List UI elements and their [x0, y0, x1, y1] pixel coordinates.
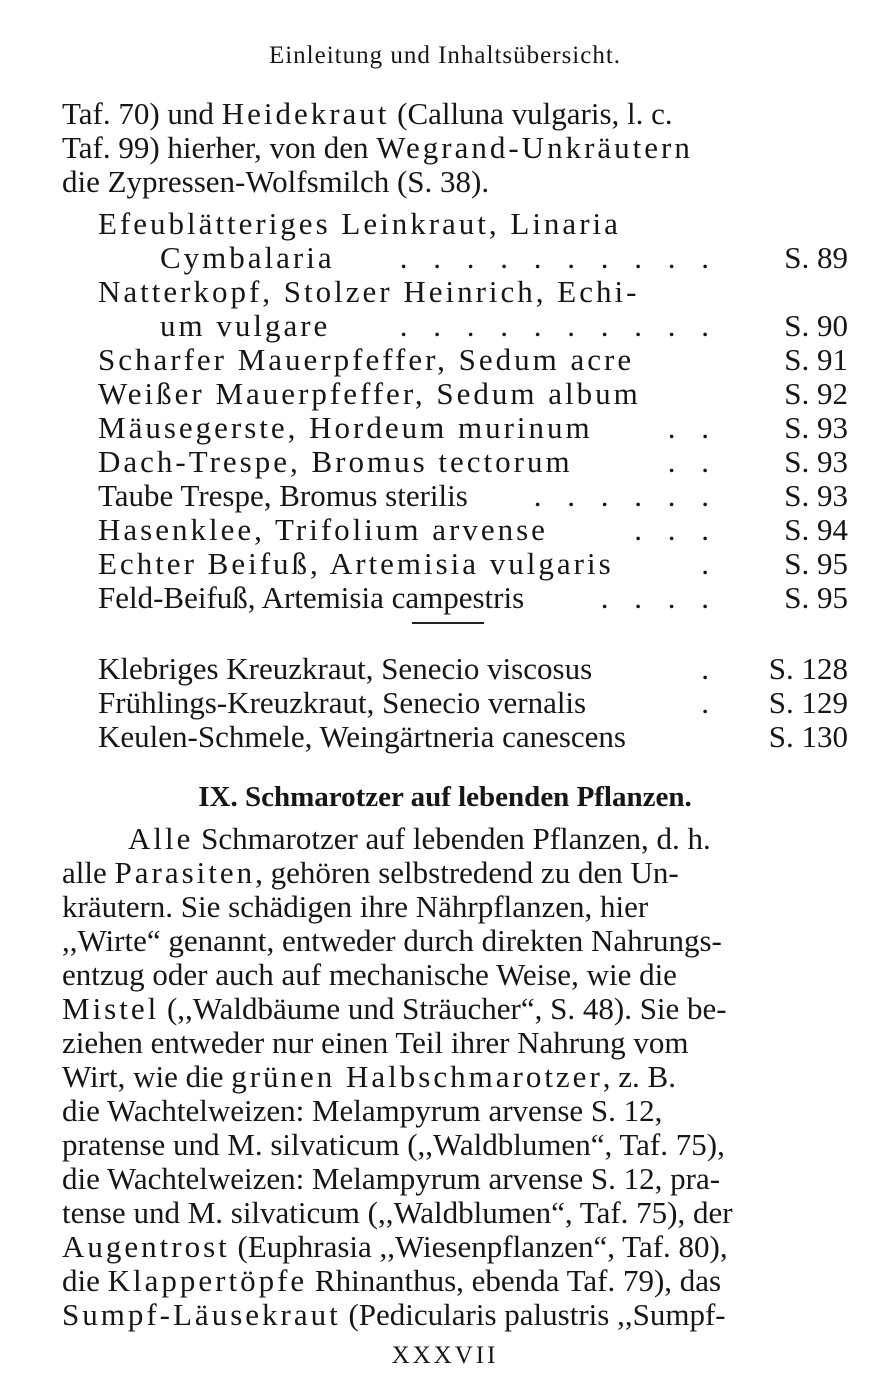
index-entry: Taube Trespe, Bromus sterilis . . . . . . S. 93	[98, 478, 848, 513]
page-reference: S. 130	[768, 719, 848, 754]
index-entry: Weißer Mauerpfeffer, Sedum album S. 92	[98, 376, 848, 411]
page-reference: S. 94	[784, 512, 848, 547]
index-entry: Feld-Beifuß, Artemisia campestris . . . . S. 95	[98, 580, 848, 615]
page-reference: S. 89	[784, 240, 848, 275]
intro-line: Taf. 99) hierher, von den Wegrand-Unkräutern	[62, 130, 693, 165]
dot-leader: .	[701, 685, 718, 720]
body-line: die Klappertöpfe Rhinanthus, ebenda Taf. 79), das	[62, 1263, 722, 1298]
index-entry-continuation: um vulgare . . . . . . . . . . S. 90	[160, 308, 848, 343]
spaced-term: Sumpf-Läusekraut	[62, 1297, 341, 1332]
body-line: tense und M. silvaticum (,,Waldblumen“, Taf. 75), der	[62, 1195, 733, 1230]
dot-leader: . .	[667, 410, 718, 445]
page-reference: S. 91	[784, 342, 848, 377]
running-head: Einleitung und Inhaltsübersicht.	[268, 42, 622, 69]
spaced-term: Heidekraut	[221, 96, 390, 131]
dot-leader: . .	[667, 444, 718, 479]
index-entry: Klebriges Kreuzkraut, Senecio viscosus . S. 128	[98, 651, 848, 686]
body-line: kräutern. Sie schädigen ihre Nährpflanzen, hier	[62, 889, 649, 924]
body-line: Augentrost (Euphrasia ,,Wiesenpflanzen“, Taf. 80),	[62, 1229, 728, 1264]
intro-line: die Zypressen-Wolfsmilch (S. 38).	[62, 164, 490, 199]
index-entry: Dach-Trespe, Bromus tectorum . . S. 93	[98, 444, 848, 479]
index-entry: Hasenklee, Trifolium arvense . . . S. 94	[98, 512, 848, 547]
spaced-term: Klappertöpfe	[107, 1263, 308, 1298]
intro-line: Taf. 70) und Heidekraut (Calluna vulgaris, l. c.	[62, 96, 673, 131]
body-line: Wirt, wie die grünen Halbschmarotzer, z. B.	[62, 1059, 676, 1094]
spaced-term: Augentrost	[62, 1229, 230, 1264]
body-line: ,,Wirte“ genannt, entweder durch direkten Nahrungs-	[62, 923, 722, 958]
spaced-term: Alle	[128, 821, 194, 856]
spaced-term: Mistel	[62, 991, 160, 1026]
body-line: die Wachtelweizen: Melampyrum arvense S. 12, pra-	[62, 1161, 721, 1196]
index-entry: Natterkopf, Stolzer Heinrich, Echi-	[98, 274, 640, 309]
dot-leader: . . . . . .	[533, 478, 718, 513]
body-line: ziehen entweder nur einen Teil ihrer Nahrung vom	[62, 1025, 689, 1060]
page-reference: S. 95	[784, 546, 848, 581]
page-number: XXXVII	[391, 1342, 499, 1369]
body-line: die Wachtelweizen: Melampyrum arvense S. 12,	[62, 1093, 663, 1128]
index-entry: Mäusegerste, Hordeum murinum . . S. 93	[98, 410, 848, 445]
index-entry: Scharfer Mauerpfeffer, Sedum acre S. 91	[98, 342, 848, 377]
index-entry-continuation: Cymbalaria . . . . . . . . . . S. 89	[160, 240, 848, 275]
page-reference: S. 93	[784, 444, 848, 479]
body-line: Sumpf-Läusekraut (Pedicularis palustris ,,Sumpf-	[62, 1297, 726, 1332]
spaced-term: Wegrand-Unkräutern	[376, 130, 693, 165]
spaced-term: grünen Halbschmarotzer	[231, 1059, 603, 1094]
page-reference: S. 128	[768, 651, 848, 686]
index-entry: Frühlings-Kreuzkraut, Senecio vernalis . S. 129	[98, 685, 848, 720]
dot-leader: .	[701, 651, 718, 686]
body-line: pratense und M. silvaticum (,,Waldblumen“, Taf. 75),	[62, 1127, 725, 1162]
page-reference: S. 93	[784, 410, 848, 445]
section-divider-rule	[412, 622, 484, 624]
dot-leader: . . .	[634, 512, 718, 547]
body-line: Alle Schmarotzer auf lebenden Pflanzen, d. h.	[128, 821, 711, 856]
page-reference: S. 129	[768, 685, 848, 720]
dot-leader: . . . .	[600, 580, 718, 615]
body-line: Mistel (,,Waldbäume und Sträucher“, S. 48). Sie be-	[62, 991, 727, 1026]
dot-leader: . . . . . . . . . .	[399, 240, 718, 275]
index-entry: Keulen-Schmele, Weingärtneria canescens S. 130	[98, 719, 848, 754]
page-reference: S. 90	[784, 308, 848, 343]
body-line: entzug oder auch auf mechanische Weise, wie die	[62, 957, 677, 992]
page-reference: S. 93	[784, 478, 848, 513]
spaced-term: Parasiten	[114, 855, 256, 890]
index-entry: Efeublätteriges Leinkraut, Linaria	[98, 206, 621, 241]
index-entry: Echter Beifuß, Artemisia vulgaris . S. 95	[98, 546, 848, 581]
section-heading: IX. Schmarotzer auf lebenden Pflanzen.	[198, 781, 692, 813]
body-line: alle Parasiten, gehören selbstredend zu den Un-	[62, 855, 679, 890]
dot-leader: . . . . . . . . . .	[399, 308, 718, 343]
page-reference: S. 92	[784, 376, 848, 411]
page-reference: S. 95	[784, 580, 848, 615]
dot-leader: .	[701, 546, 718, 581]
